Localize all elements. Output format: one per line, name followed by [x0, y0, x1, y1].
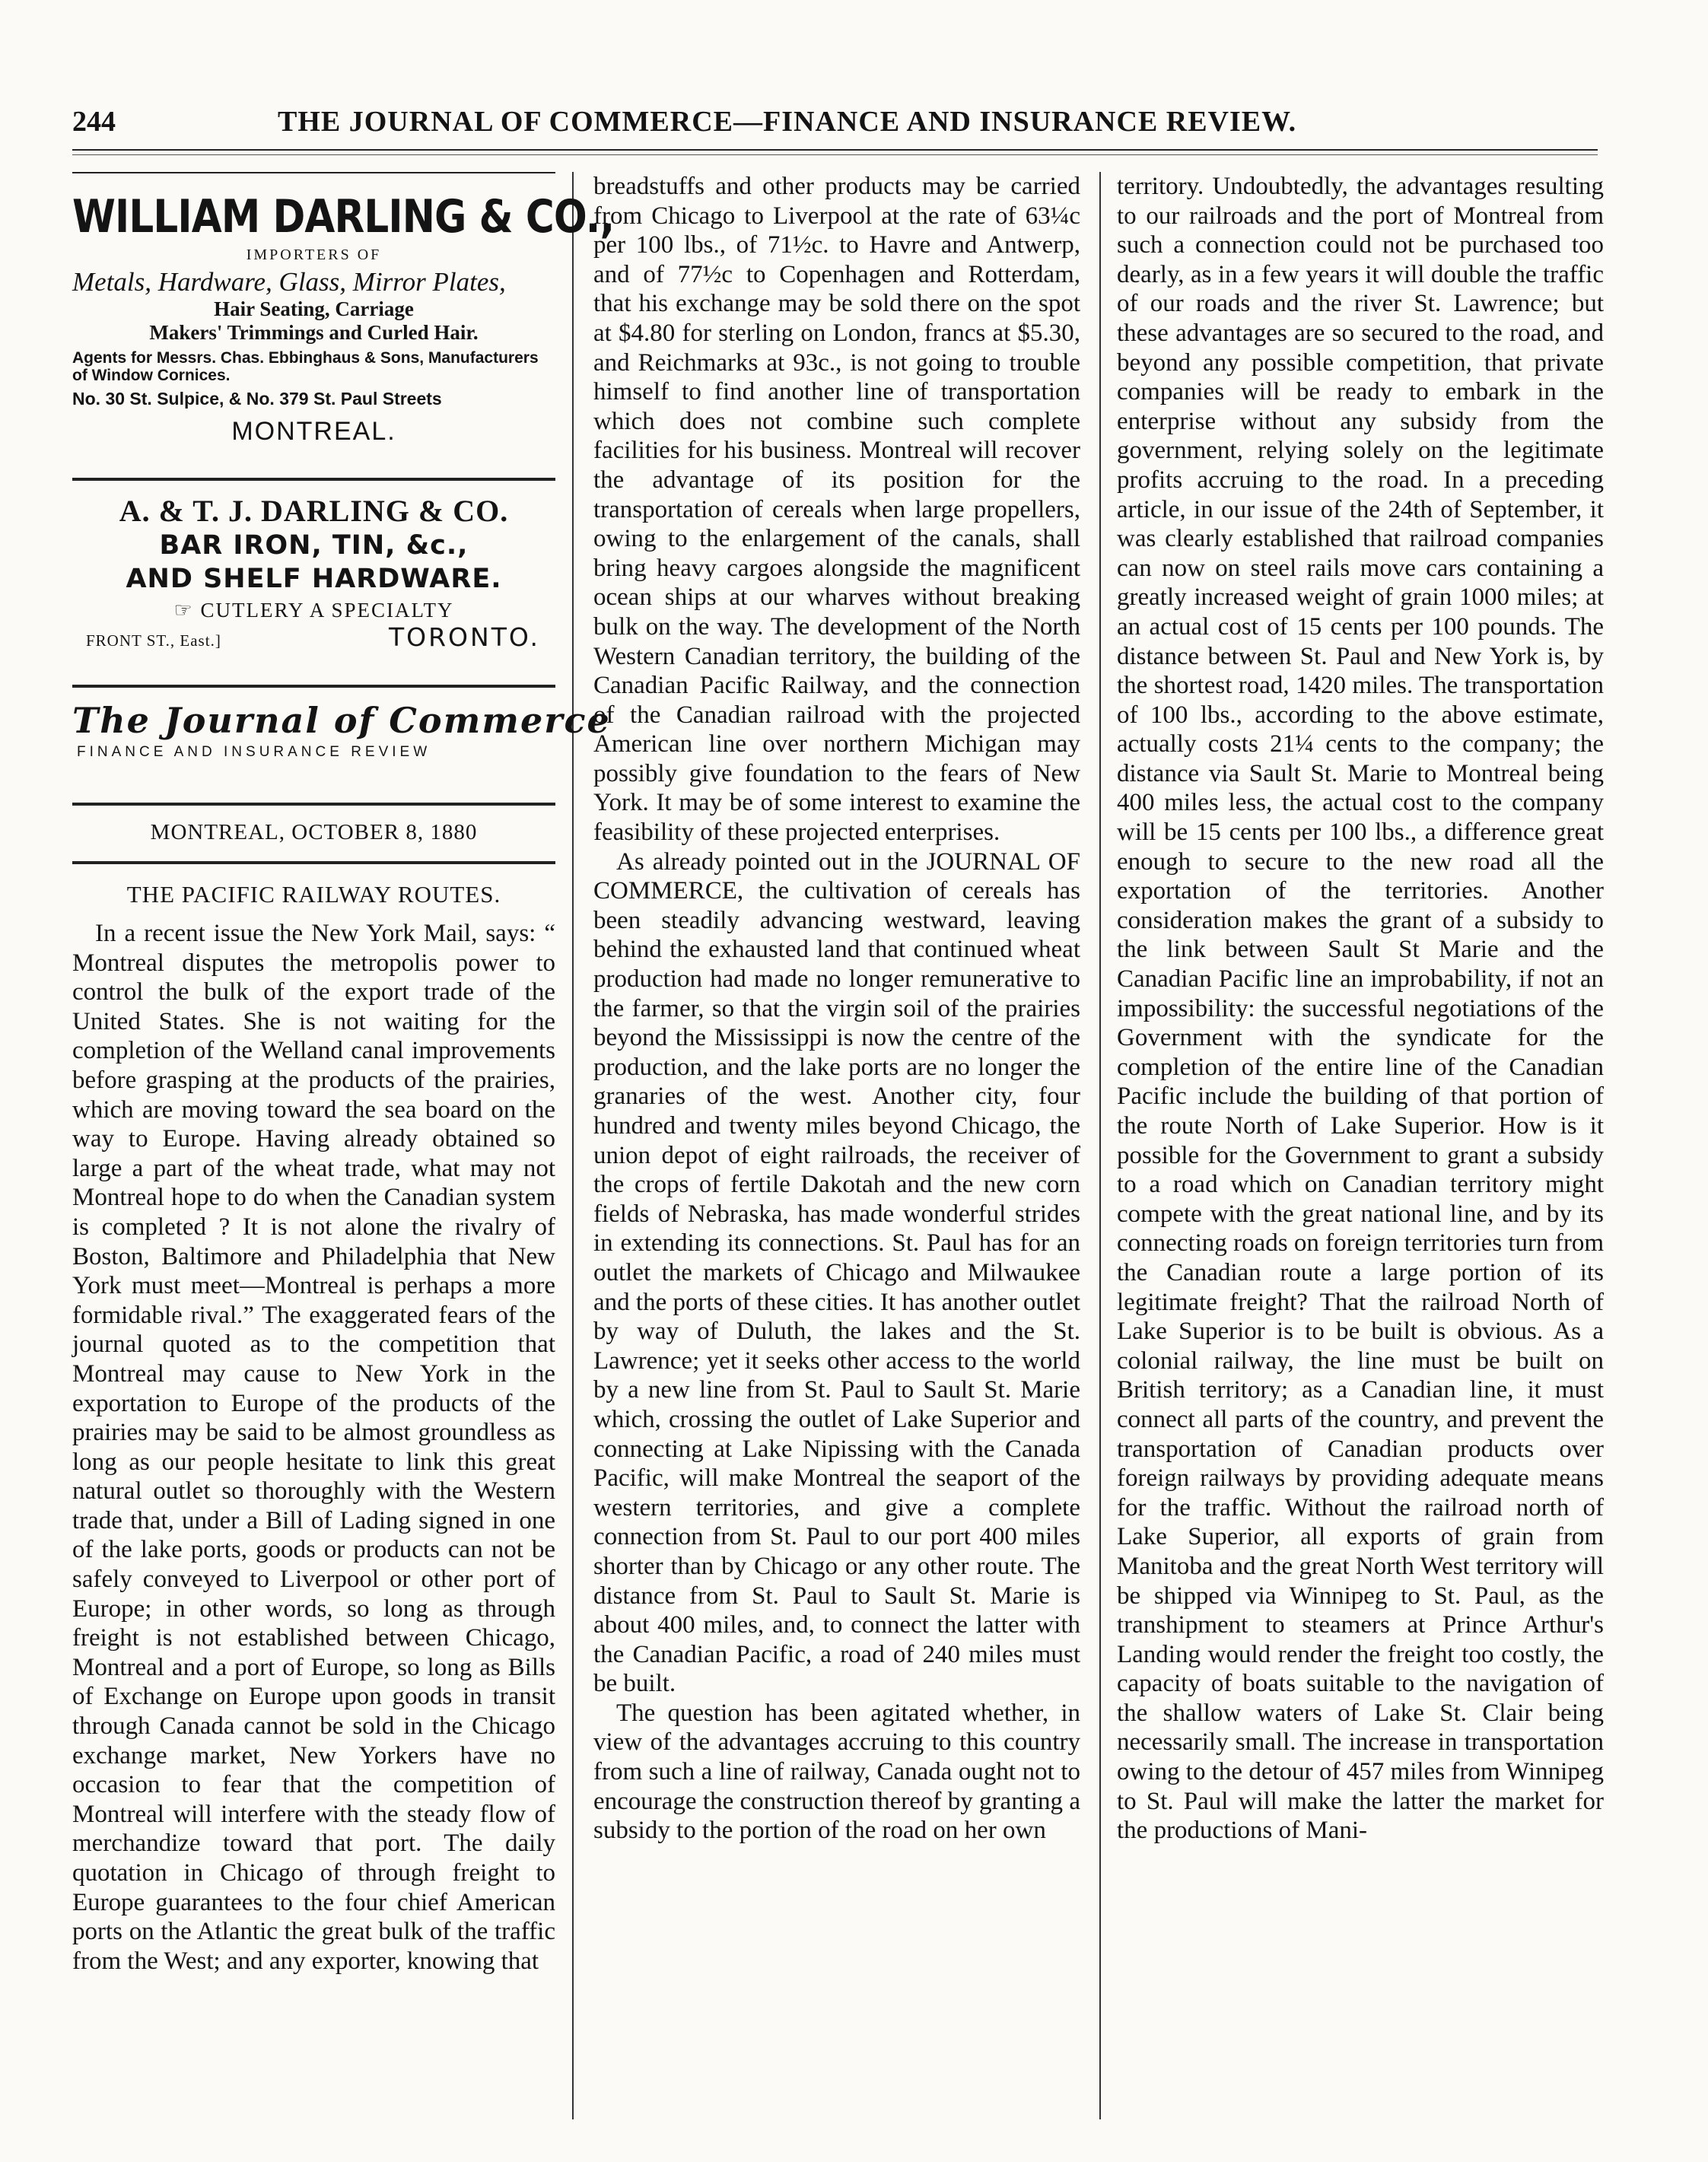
- dateline: MONTREAL, OCTOBER 8, 1880: [150, 820, 478, 844]
- article-column-1: [72, 919, 555, 1976]
- article-heading: THE PACIFIC RAILWAY ROUTES.: [126, 881, 501, 908]
- article-paragraph: breadstuffs and other products may be carried from Chicago to Liverpool at the rate of 63¼c per 100 lbs., of 71½c. to Havre and Antwerp, and of 77½c to Copenhagen and Rotterdam, that his exchange may be sold there on the spot at $4.80 for sterling on London, francs at $5.30, and Reichmarks at 93c., is not going to trouble himself to find another line of transportation which does not combine such complete facilities for his business. Montreal will recover the advantage of its position for the transportation of cereals when large propellers, owing to the enlargement of the canals, shall bring heavy cargoes alongside the magnificent ocean ships at our wharves without breaking bulk on the way. The development of the North Western Canadian territory, the building of the Canadian Pacific Railway, and the connection of the Canadian railroad with the projected American line over northern Michigan may possibly give foundation to the fears of New York. It may be of some interest to examine the feasibility of these projected enterprises.: [593, 173, 1080, 847]
- column-rule-2: [1099, 172, 1101, 2119]
- dateline-bottom-rule: [72, 861, 555, 864]
- article-paragraph: territory. Undoubtedly, the advantages resulting to our railroads and the port of Montreal from such a connection could not be purchased too dearly, as in a few years it will double the traffic of our roads and the river St. Lawrence; but these advantages are so secured to the road, and beyond any possible competition, that private companies will be ready to embark in the enterprise without any subsidy from the government, relying solely on the legitimate profits accruing to the road. In a preceding article, in our issue of the 24th of September, it was clearly established that railroad companies can now on steel rails move cars containing a greatly increased weight of grain 1000 miles; at an actual cost of 15 cents per 100 pounds. The distance between St. Paul and New York is, by the shortest road, 1420 miles. The transportation of 100 lbs., according to the above estimate, actually costs 21¼ cents to the company; the distance via Sault St. Marie to Montreal being 400 miles less, the actual cost to the company will be 15 cents per 100 lbs., a difference great enough to secure to the new road all the exportation of the territories. Another consideration makes the grant of a subsidy to the link between Sault St Marie and the Canadian Pacific line an improbability, if not an impossibility: the successful negotiations of the Government with the syndicate for the completion of the entire line of the Canadian Pacific include the building of that portion of the route North of Lake Superior. How is it possible for the Government to grant a subsidy to a road which on Canadian territory might compete with the great national line, and by its connecting roads on foreign territories turn from the Canadian route a large portion of its legitimate freight? That the railroad North of Lake Superior is to be built is obvious. As a colonial railway, the line must be built on British territory; as a Canadian line, it must connect all parts of the country, and prevent the transportation of Canadian products over foreign railways by providing adequate means for the traffic. Without the railroad north of Lake Superior, all exports of grain from Manitoba and the great North West territory will be shipped via Winnipeg to St. Paul, as the transhipment to steamers at Prince Arthur's Landing would render the freight too costly, the capacity of boats suitable to the navigation of the shallow waters of Lake St. Clair being necessarily small. The increase in transportation owing to the detour of 457 miles from Winnipeg to St. Paul will make the latter the market for the productions of Mani-: [1117, 173, 1604, 1845]
- ad2-line-2: AND SHELF HARDWARE.: [126, 564, 502, 594]
- ad2-city: TORONTO.: [388, 622, 540, 652]
- article-paragraph: The question has been agitated whether, in view of the advantages accruing to this country from such a line of railway, Canada ought not to encourage the construction thereof by granting a subsidy to the portion of the road on her own: [593, 1699, 1080, 1845]
- head-rule-thin: [72, 154, 1598, 155]
- column-rule-1: [572, 172, 574, 2119]
- ad2-address: FRONT ST., East.]: [86, 631, 221, 650]
- head-rule: [72, 149, 1598, 151]
- masthead-title: The Journal of Commerce: [72, 700, 611, 741]
- running-title: THE JOURNAL OF COMMERCE—FINANCE AND INSURANCE REVIEW.: [278, 106, 1297, 138]
- dateline-top-rule: [72, 803, 555, 806]
- ad2-specialty: [72, 599, 555, 622]
- ad-atj-darling: [72, 493, 555, 676]
- ad-line-1: Hair Seating, Carriage: [214, 297, 414, 320]
- ad-goods: Metals, Hardware, Glass, Mirror Plates,: [72, 267, 506, 297]
- pointing-hand-icon: ☞: [173, 599, 194, 622]
- article-paragraph: In a recent issue the New York Mail, says: “ Montreal disputes the metropolis power to control the bulk of the export trade of the United States. She is not waiting for the completion of the Welland canal improvements before grasping at the products of the prairies, which are moving toward the sea board on the way to Europe. Having already obtained so large a part of the wheat trade, what may not Montreal hope to do when the Canadian system is completed ? It is not alone the rivalry of Boston, Baltimore and Philadelphia that New York must meet—Montreal is perhaps a more formidable rival.” The exaggerated fears of the journal quoted as to the competition that Montreal may cause to New York in the exportation to Europe of the products of the prairies may be said to be almost groundless as long as our people hesitate to link this great natural outlet so thoroughly with the Western trade that, under a Bill of Lading signed in one of the lake ports, goods or products can not be safely conveyed to Liverpool or other port of Europe; in other words, so long as through freight is not established between Chicago, Montreal and a port of Europe, so long as Bills of Exchange on Europe upon goods in transit through Canada cannot be sold in the Chicago exchange market, New Yorkers have no occasion to fear that the competition of Montreal will interfere with the steady flow of merchandize toward that port. The daily quotation in Chicago of through freight to Europe guarantees to the four chief American ports on the Atlantic the great bulk of the traffic from the West; and any exporter, knowing that: [72, 920, 555, 1975]
- article-column-2: [593, 172, 1080, 1846]
- ad-importers: IMPORTERS OF: [246, 246, 382, 263]
- masthead-subtitle: FINANCE AND INSURANCE REVIEW: [77, 744, 431, 760]
- ad2-footer: [72, 622, 555, 652]
- running-head: [72, 105, 1598, 148]
- ad-agents: Agents for Messrs. Chas. Ebbinghaus & Sons, Manufacturers of Window Cornices.: [72, 349, 539, 384]
- ad-city: MONTREAL.: [231, 417, 396, 446]
- ad-address: No. 30 St. Sulpice, & No. 379 St. Paul Streets: [72, 389, 442, 409]
- ad2-line-1: BAR IRON, TIN, &c.,: [159, 530, 469, 561]
- ad-divider: [72, 478, 555, 481]
- masthead-top-rule: [72, 685, 555, 688]
- article-paragraph: As already pointed out in the JOURNAL OF COMMERCE, the cultivation of cereals has been steadily advancing westward, leaving behind the exhausted land that continued wheat production had made no longer remunerative to the farmer, so that the virgin soil of the prairies beyond the Mississippi is now the centre of the production, and the lake ports are no longer the granaries of the west. Another city, four hundred and twenty miles beyond Chicago, the union depot of eight railroads, the receiver of the crops of fertile Dakotah and the new corn fields of Nebraska, has made wonderful strides in extending its connections. St. Paul has for an outlet the markets of Chicago and Milwaukee and the ports of these cities. It has another outlet by way of Duluth, the lakes and the St. Lawrence; yet it seeks other access to the world by a new line from St. Paul to Sault St. Marie which, crossing the outlet of Lake Superior and connecting at Lake Nipissing with the Canada Pacific, will make Montreal the seaport of the western territories, and give a complete connection from St. Paul to our port 400 miles shorter than by Chicago or any other route. The distance from St. Paul to Sault St. Marie is about 400 miles, and, to connect the latter with the Canadian Pacific, a road of 240 miles must be built.: [593, 847, 1080, 1698]
- masthead: [72, 700, 611, 761]
- article-column-3: [1117, 172, 1604, 1846]
- ad-line-2: Makers' Trimmings and Curled Hair.: [149, 321, 479, 344]
- ad-firm-name: WILLIAM DARLING & CO.,: [72, 190, 615, 243]
- ad-william-darling: [72, 172, 615, 466]
- page-number: 244: [72, 106, 116, 138]
- ad2-firm-name: A. & T. J. DARLING & CO.: [119, 494, 509, 528]
- ad2-specialty-text: CUTLERY A SPECIALTY: [200, 599, 454, 622]
